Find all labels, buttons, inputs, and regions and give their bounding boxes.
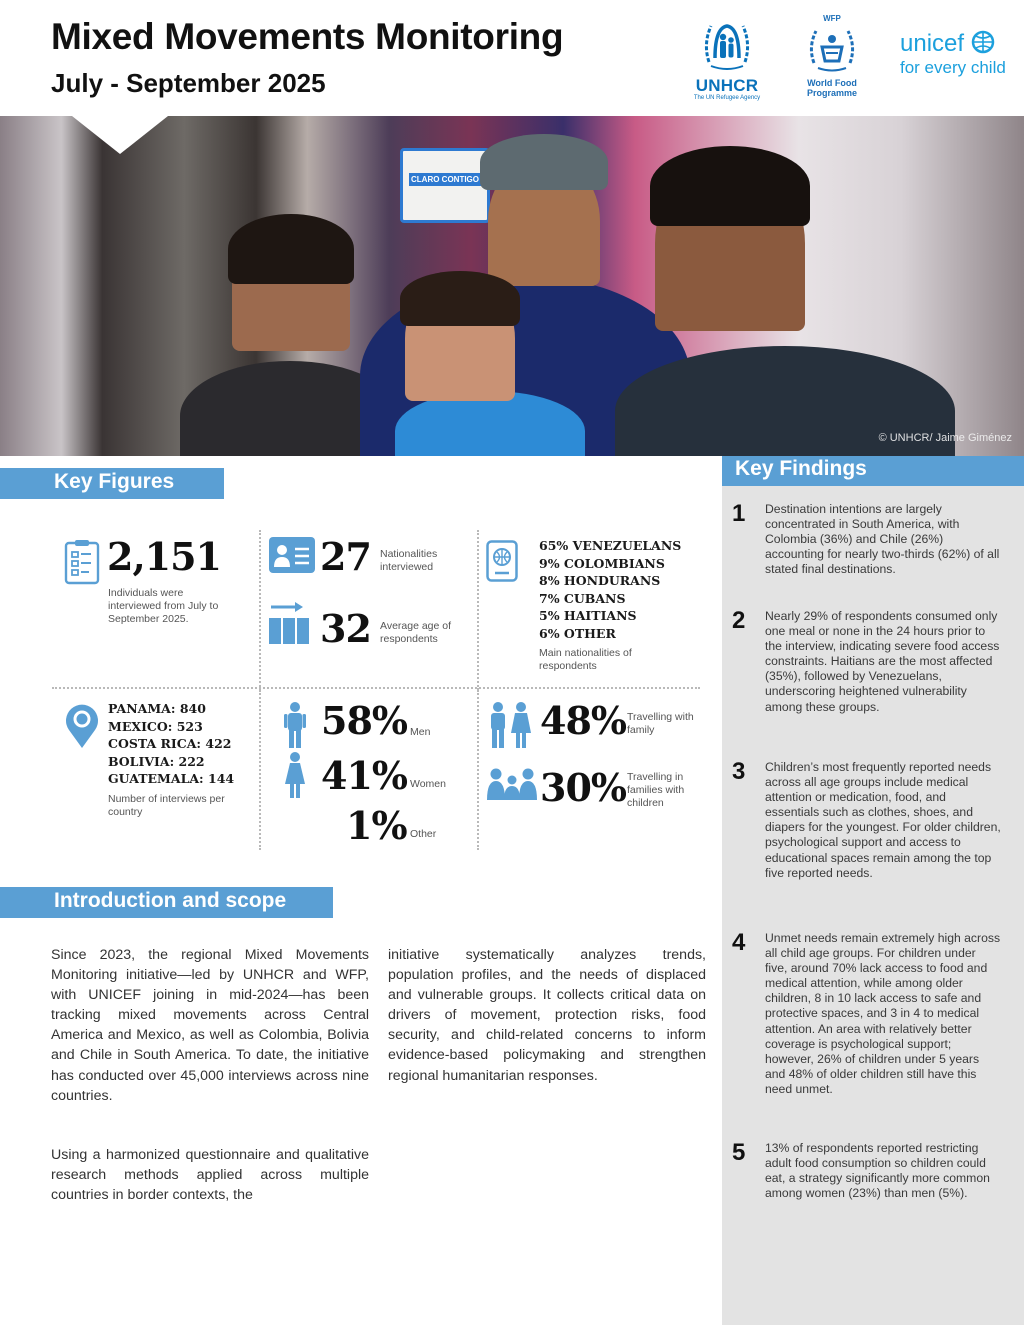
key-findings-heading: Key Findings (722, 456, 1024, 486)
divider (52, 687, 700, 689)
country-item: MEXICO: 523 (108, 718, 203, 734)
other-value: 1% (346, 803, 407, 848)
page-subtitle: July - September 2025 (51, 68, 326, 98)
country-item: PANAMA: 840 (108, 701, 206, 716)
woman-icon (284, 752, 306, 798)
key-figures-heading: Key Figures (0, 468, 224, 499)
finding-number: 4 (732, 929, 746, 956)
finding-number: 5 (732, 1139, 746, 1166)
nationalities-value: 27 (320, 534, 371, 579)
divider (259, 690, 261, 850)
photo-person-man-cap (480, 134, 608, 190)
country-list (108, 700, 234, 788)
family-children-icon (487, 768, 537, 800)
women-label: Women (410, 778, 446, 790)
unhcr-logo (688, 18, 766, 102)
page-title: Mixed Movements Monitoring (51, 16, 564, 57)
age-bars-icon (269, 602, 311, 644)
finding-number: 3 (732, 758, 746, 785)
unhcr-tagline: The UN Refugee Agency (693, 95, 761, 101)
sign-text: CLARO CONTIGO (411, 175, 479, 184)
country-item: GUATEMALA: 144 (108, 771, 235, 786)
finding-text: Children’s most frequently reported needs across all age groups include medical attention or medication, food, and essentials such as clothes, shoes, and diapers for the youngest. For older children, psychological support and access to educational spaces remain among the top five reported needs. (765, 760, 1001, 880)
introduction-heading: Introduction and scope (0, 887, 333, 918)
finding-text: Nearly 29% of respondents consumed only one meal or none in the 24 hours prior to the interview, indicating severe food access constraints. Haitians are the most affected (35%), followed by Venezuelans, underscoring heightened vulnerability among these groups. (765, 609, 1000, 714)
wfp-acronym: WFP (823, 14, 841, 23)
wfp-name-line2: Programme (806, 88, 858, 98)
map-pin-icon (64, 702, 100, 748)
nationalities-list (539, 537, 681, 642)
interviews-value: 2,151 (107, 534, 221, 579)
nationality-item: 7% CUBANS (539, 590, 626, 606)
divider (477, 690, 479, 850)
unicef-name: unicef (900, 30, 1015, 57)
clipboard-list-icon (64, 539, 100, 585)
photo-person-right-hair (650, 146, 810, 226)
with-family-value: 48% (540, 698, 626, 743)
with-children-label: Travelling in families with children (627, 771, 685, 809)
wfp-name-line1: World Food (807, 78, 857, 88)
with-family-label: Travelling with family (627, 711, 694, 736)
country-item: COSTA RICA: 422 (108, 736, 232, 751)
nationality-item: 8% HONDURANS (539, 573, 661, 588)
family-couple-icon (488, 702, 532, 748)
photo-notch (72, 116, 168, 154)
header (0, 0, 1024, 116)
unhcr-name: UNHCR (695, 76, 759, 95)
divider (259, 530, 261, 690)
nationality-item: 6% OTHER (539, 625, 616, 641)
man-icon (284, 702, 306, 748)
wfp-emblem-icon (806, 23, 858, 73)
intro-col1-para1: Since 2023, the regional Mixed Movements Monitoring initiative—led by UNHCR and WFP, with UNICEF joining in mid-2024—has been tracking mixed movements across Central America and Mexico, as well as Colombia, Bolivia and Chile in South America. To date, the initiative has conducted over 45,000 interviews across nine countries. (51, 947, 369, 1104)
nationality-item: 5% HAITIANS (539, 608, 637, 623)
photo-credit: © UNHCR/ Jaime Giménez (878, 432, 1012, 444)
other-label: Other (410, 828, 437, 840)
nationality-item: 65% VENEZUELANS (539, 538, 682, 553)
unicef-globe-icon (971, 30, 995, 54)
finding-text: Unmet needs remain extremely high across all child age groups. For children under five, around 70% lack access to food and medical attention, while among older children, 8 in 10 lack access to safe and protective spaces, and 3 in 4 to medical attention. An area with relatively better coverage is psychological support; however, 26% of children under 5 years and 48% of older children still have this need unmet. (765, 931, 1001, 1096)
intro-col1-para2: Using a harmonized questionnaire and qualitative research methods applied across multiple countries in border contexts, the (51, 1147, 369, 1204)
photo-person-left-hair (228, 214, 354, 284)
unicef-logo (900, 30, 1015, 79)
unicef-tagline: for every child (900, 58, 1006, 77)
finding-text: Destination intentions are largely concentrated in South America, with Colombia (36%) and Chile (26%) accounting for nearly two-thirds (62%) of all stated final destinations. (765, 502, 1000, 577)
intro-col2-para1: initiative systematically analyzes trends, population profiles, and the needs of displaced and vulnerable groups. It collects critical data on drivers of movement, protection risks, food security, and child-related concerns to inform evidence-based policymaking and strengthen regional humanitarian responses. (388, 947, 706, 1084)
nationalities-label: Nationalities interviewed (380, 548, 438, 573)
finding-number: 1 (732, 500, 746, 527)
men-label: Men (410, 726, 431, 738)
nationalities-caption: Main nationalities of respondents (539, 647, 632, 672)
average-age-value: 32 (320, 606, 371, 651)
unhcr-emblem-icon (699, 18, 755, 72)
cover-photo (0, 116, 1024, 456)
with-children-value: 30% (540, 765, 626, 810)
men-value: 58% (321, 698, 407, 743)
wall-sign (400, 148, 490, 223)
country-item: BOLIVIA: 222 (108, 753, 205, 769)
id-card-icon (269, 537, 315, 573)
divider (477, 530, 479, 690)
average-age-label: Average age of respondents (380, 620, 452, 645)
key-findings-panel (722, 486, 1024, 1325)
country-caption: Number of interviews per country (108, 793, 225, 818)
finding-text: 13% of respondents reported restricting adult food consumption so children could eat, a strategy significantly more common among women (23%) than men (5%). (765, 1141, 990, 1201)
interviews-label: Individuals were interviewed from July to September 2025. (108, 587, 219, 625)
wfp-logo (800, 14, 864, 98)
women-value: 41% (321, 753, 407, 798)
nationality-item: 9% COLOMBIANS (539, 555, 665, 571)
finding-number: 2 (732, 607, 746, 634)
photo-person-child-hair (400, 271, 520, 326)
passport-globe-icon (486, 540, 518, 582)
